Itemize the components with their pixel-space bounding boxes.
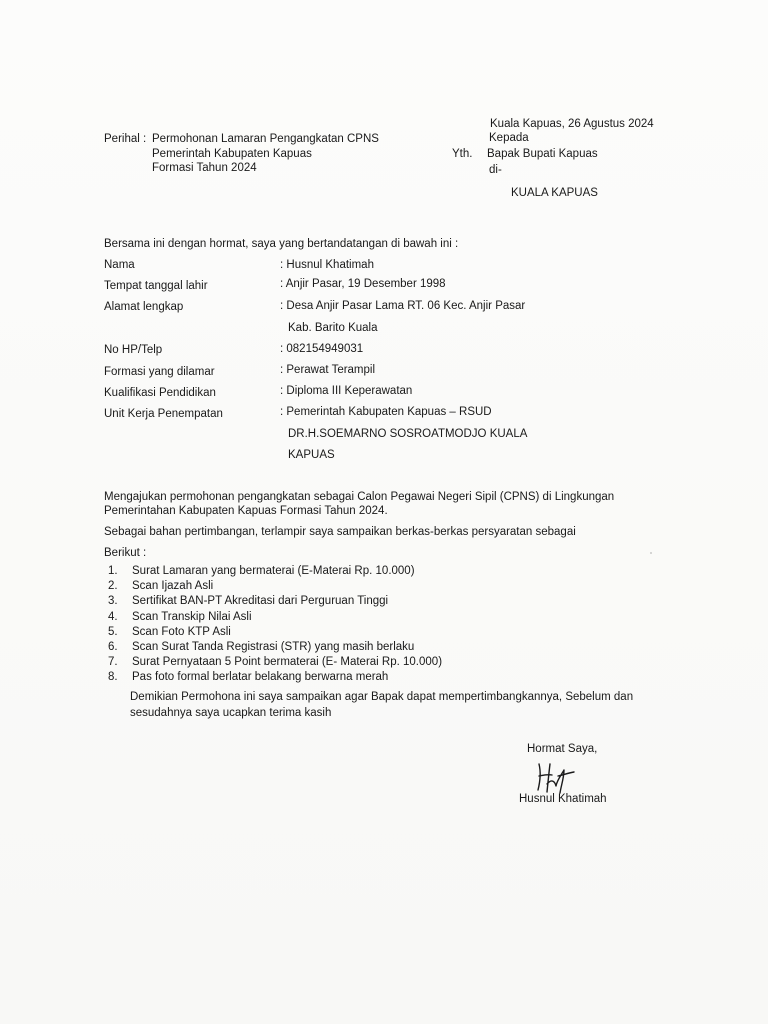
attachment-list (108, 564, 442, 686)
salutation: Hormat Saya, (527, 743, 598, 755)
place-date: Kuala Kapuas, 26 Agustus 2024 (490, 118, 654, 130)
list-item (108, 640, 442, 655)
perihal-line-1: Permohonan Lamaran Pengangkatan CPNS (152, 133, 379, 145)
closing-line-1: Demikian Permohona ini saya sampaikan agar Bapak dapat mempertimbangkannya, Sebelum dan (130, 691, 634, 703)
list-text: Sertifikat BAN-PT Akreditasi dari Perguruan Tinggi (132, 595, 389, 608)
perihal-line-2: Pemerintah Kabupaten Kapuas (152, 148, 312, 160)
scan-speck (650, 552, 652, 554)
list-number: 4. (108, 610, 118, 623)
field-label: No HP/Telp (104, 344, 163, 356)
list-text: Scan Surat Tanda Registrasi (STR) yang masih berlaku (132, 640, 415, 653)
field-label: Kualifikasi Pendidikan (104, 387, 216, 399)
field-value: : Perawat Terampil (280, 364, 376, 376)
field-value: : Pemerintah Kabupaten Kapuas – RSUD (280, 406, 492, 418)
kepada-label: Kepada (489, 132, 529, 144)
list-item (108, 594, 442, 609)
list-item (108, 564, 442, 579)
field-value: : Desa Anjir Pasar Lama RT. 06 Kec. Anjir Pasar (280, 300, 526, 312)
list-text: Scan Foto KTP Asli (132, 625, 231, 638)
list-number: 2. (108, 580, 118, 593)
list-item (108, 655, 442, 670)
list-number: 6. (108, 640, 118, 653)
field-value: : 082154949031 (280, 343, 364, 355)
field-value-continuation: Kab. Barito Kuala (288, 322, 378, 334)
body-paragraph-2: Sebagai bahan pertimbangan, terlampir saya sampaikan berkas-berkas persyaratan sebagai (104, 526, 576, 538)
list-item (108, 625, 442, 640)
list-text: Scan Transkip Nilai Asli (132, 610, 252, 623)
yth-label: Yth. (452, 148, 473, 160)
list-number: 7. (108, 656, 118, 669)
list-item (108, 610, 442, 625)
list-text: Surat Pernyataan 5 Point bermaterai (E- Materai Rp. 10.000) (132, 656, 443, 669)
field-value: : Diploma III Keperawatan (280, 385, 413, 397)
list-text: Scan Ijazah Asli (132, 580, 214, 593)
intro-text: Bersama ini dengan hormat, saya yang bertandatangan di bawah ini : (104, 238, 459, 250)
di-label: di- (489, 164, 502, 176)
field-label: Unit Kerja Penempatan (104, 408, 223, 420)
signatory-name: Husnul Khatimah (519, 793, 607, 805)
list-number: 8. (108, 671, 118, 684)
list-number: 5. (108, 625, 118, 638)
recipient-name: Bapak Bupati Kapuas (487, 148, 598, 160)
closing-line-2: sesudahnya saya ucapkan terima kasih (130, 707, 332, 719)
field-label: Formasi yang dilamar (104, 366, 215, 378)
list-text: Pas foto formal berlatar belakang berwarna merah (132, 671, 389, 684)
field-label: Nama (104, 259, 135, 271)
berikut-label: Berikut : (104, 547, 147, 559)
list-number: 1. (108, 565, 118, 577)
list-item (108, 670, 442, 685)
perihal-line-3: Formasi Tahun 2024 (152, 162, 257, 174)
body-paragraph-1-line-2: Pemerintahan Kabupaten Kapuas Formasi Tahun 2024. (104, 505, 388, 517)
body-paragraph-1-line-1: Mengajukan permohonan pengangkatan sebagai Calon Pegawai Negeri Sipil (CPNS) di Lingkungan (104, 491, 615, 503)
field-value: : Anjir Pasar, 19 Desember 1998 (280, 278, 446, 290)
field-value-continuation: KAPUAS (288, 449, 335, 461)
field-label: Alamat lengkap (104, 301, 184, 313)
signature-image (530, 760, 580, 796)
field-value: : Husnul Khatimah (280, 259, 374, 271)
field-value-continuation: DR.H.SOEMARNO SOSROATMODJO KUALA (288, 428, 528, 440)
field-label: Tempat tanggal lahir (104, 280, 208, 292)
list-text: Surat Lamaran yang bermaterai (E-Materai Rp. 10.000) (132, 565, 415, 577)
list-number: 3. (108, 595, 118, 608)
list-item (108, 579, 442, 594)
recipient-city: KUALA KAPUAS (511, 187, 598, 199)
perihal-label: Perihal : (104, 133, 147, 145)
